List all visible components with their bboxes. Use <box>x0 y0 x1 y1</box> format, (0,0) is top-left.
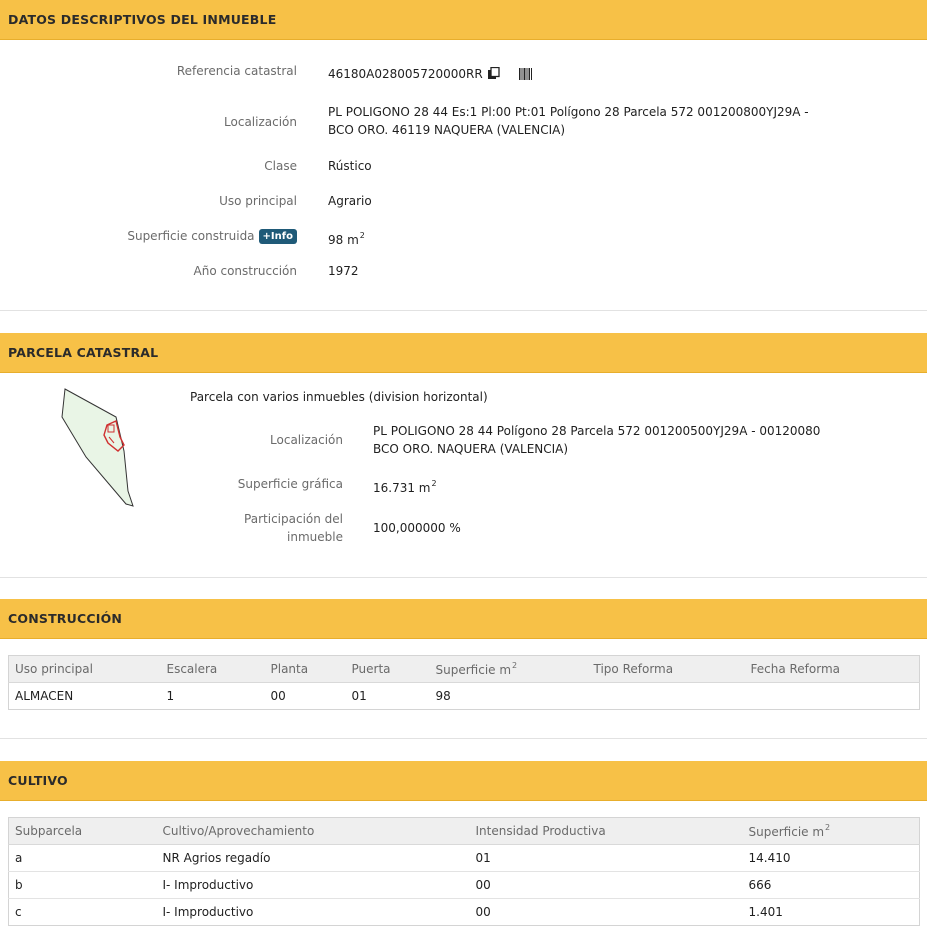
column-header-label: Superficie m <box>435 663 512 677</box>
table-cell: 01 <box>351 689 367 703</box>
table-cell: a <box>9 845 157 872</box>
column-header-exponent: 2 <box>512 661 518 670</box>
column-header-superficie <box>743 818 920 845</box>
table-cell: 00 <box>470 872 743 899</box>
participacion-label <box>244 510 343 546</box>
table-cell: c <box>15 905 22 919</box>
info-button[interactable]: +Info <box>259 229 297 244</box>
table-cell: b <box>9 872 157 899</box>
separator <box>0 577 927 578</box>
table-row <box>9 845 920 872</box>
uso-principal-value: Agrario <box>328 194 372 208</box>
clase-label: Clase <box>264 159 297 173</box>
anio-construccion-label: Año construcción <box>193 264 297 278</box>
parcela-note: Parcela con varios inmuebles (division horizontal) <box>190 390 488 404</box>
ref-catastral-label: Referencia catastral <box>176 64 297 78</box>
parcela-localizacion-line-1: PL POLIGONO 28 44 Polígono 28 Parcela 572 001200500YJ29A - 00120080 <box>373 424 821 438</box>
participacion-value: 100,000000 % <box>373 521 461 535</box>
superficie-construida-value-row <box>328 227 365 249</box>
column-header: Fecha Reforma <box>745 656 920 683</box>
ref-catastral-value[interactable]: 46180A028005720000RR <box>328 67 483 81</box>
construccion-table <box>8 655 920 710</box>
superficie-grafica-label: Superficie gráfica <box>237 477 343 491</box>
column-header: Puerta <box>346 656 430 683</box>
table-cell: 98 <box>435 689 451 703</box>
localizacion-label: Localización <box>224 115 297 129</box>
table-cell: I- Improductivo <box>157 872 470 899</box>
table-cell: 666 <box>743 872 920 899</box>
column-header: Intensidad Productiva <box>470 818 743 845</box>
superficie-grafica-exponent: 2 <box>431 479 437 488</box>
localizacion-line-1: PL POLIGONO 28 44 Es:1 Pl:00 Pt:01 Polígono 28 Parcela 572 001200800YJ29A - <box>328 105 809 119</box>
superficie-construida-label-row <box>127 227 297 245</box>
table-cell: I- Improductivo <box>162 905 254 919</box>
superficie-construida-label: Superficie construida <box>127 229 255 243</box>
column-header: Subparcela <box>9 818 157 845</box>
column-header: Planta <box>265 656 346 683</box>
superficie-construida-value: 98 m <box>328 233 359 247</box>
uso-principal-label: Uso principal <box>219 194 297 208</box>
separator <box>0 738 927 739</box>
table-row <box>9 872 920 899</box>
table-row <box>9 899 920 926</box>
table-cell: 14.410 <box>743 845 920 872</box>
cultivo-table <box>8 817 920 926</box>
column-header: Escalera <box>161 656 265 683</box>
column-header: Uso principal <box>9 656 161 683</box>
column-header: Cultivo/Aprovechamiento <box>157 818 470 845</box>
parcel-map[interactable] <box>58 385 140 511</box>
column-header-exponent: 2 <box>825 823 831 832</box>
superficie-unit-exponent: 2 <box>359 231 365 240</box>
table-header-row <box>9 818 920 845</box>
section-header-cultivo: CULTIVO <box>0 761 927 801</box>
participacion-label-line-1: Participación del <box>244 512 343 526</box>
participacion-label-line-2: inmueble <box>287 530 343 544</box>
table-header-row <box>9 656 920 683</box>
anio-construccion-value: 1972 <box>328 264 359 278</box>
ref-catastral-row <box>328 65 533 85</box>
clase-value: Rústico <box>328 159 372 173</box>
section-header-parcela: PARCELA CATASTRAL <box>0 333 927 373</box>
table-cell: 1.401 <box>748 905 783 919</box>
parcela-localizacion-label: Localización <box>270 433 343 447</box>
table-cell: 1 <box>166 689 175 703</box>
parcela-localizacion-line-2: BCO ORO. NAQUERA (VALENCIA) <box>373 442 569 456</box>
barcode-icon[interactable] <box>519 67 533 85</box>
localizacion-value <box>328 103 809 139</box>
superficie-grafica-value-row <box>373 475 437 497</box>
column-header: Tipo Reforma <box>588 656 745 683</box>
parcela-localizacion-value <box>373 422 820 458</box>
table-cell: NR Agrios regadío <box>157 845 470 872</box>
table-cell: 00 <box>475 905 491 919</box>
table-cell: 00 <box>270 689 286 703</box>
table-cell <box>745 683 920 710</box>
copy-icon[interactable] <box>487 67 500 85</box>
table-cell <box>588 683 745 710</box>
column-header-label: Superficie m <box>748 825 825 839</box>
localizacion-line-2: BCO ORO. 46119 NAQUERA (VALENCIA) <box>328 123 566 137</box>
separator <box>0 310 927 311</box>
table-row <box>9 683 920 710</box>
section-header-construccion: CONSTRUCCIÓN <box>0 599 927 639</box>
section-header-datos: DATOS DESCRIPTIVOS DEL INMUEBLE <box>0 0 927 40</box>
table-cell: ALMACEN <box>15 689 74 703</box>
column-header-superficie <box>430 656 588 683</box>
superficie-grafica-value: 16.731 m <box>373 481 431 495</box>
table-cell: 01 <box>470 845 743 872</box>
